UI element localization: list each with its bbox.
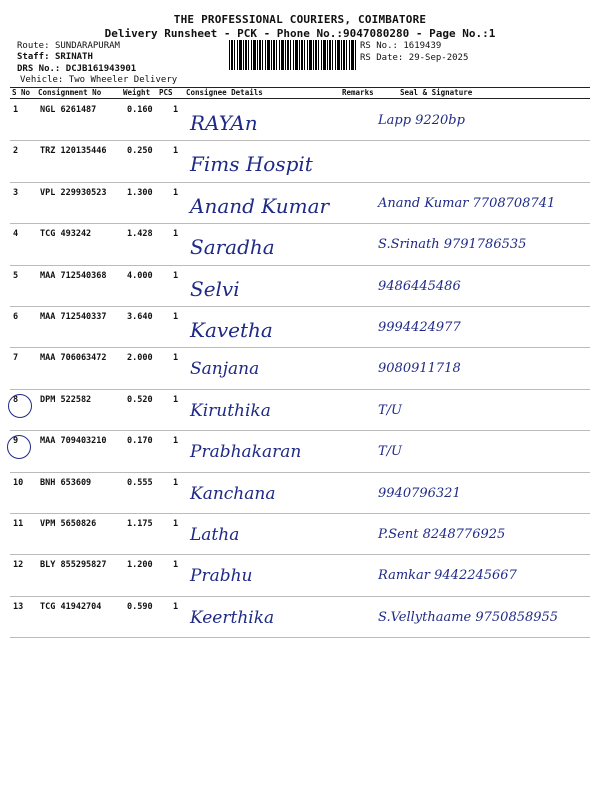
weight-cell: 0.520 [127,394,153,405]
col-weight-header: Weight [123,88,151,97]
pcs-cell: 1 [173,601,179,612]
rs-no-value: 1619439 [403,41,442,51]
consignment-cell: VPL 229930523 [40,187,107,198]
sno-cell: 2 [13,146,19,157]
circle-mark-8 [8,394,32,418]
consignee-handwriting: Kanchana [190,483,276,504]
signature-handwriting: T/U [378,402,403,418]
consignee-handwriting: Kavetha [190,318,273,342]
consignment-cell: MAA 706063472 [40,353,107,364]
route-line [17,41,120,52]
row-divider [10,140,590,141]
consignment-cell: TCG 493242 [40,229,92,240]
barcode [229,40,357,70]
row-divider [10,265,590,266]
weight-cell: 0.555 [127,477,153,488]
pcs-cell: 1 [173,312,179,322]
company-title: THE PROFESSIONAL COURIERS, COIMBATORE [173,13,427,26]
weight-cell: 1.300 [127,187,153,198]
signature-handwriting: 9940796321 [378,485,461,501]
pcs-cell: 1 [173,229,179,240]
row-divider [10,596,590,597]
row-divider [10,554,590,555]
weight-cell: 0.250 [127,146,153,157]
weight-cell: 3.640 [127,312,153,322]
drs-line [17,64,136,75]
drs-value: DCJB161943901 [65,64,137,74]
pcs-cell: 1 [173,146,179,157]
row-divider [10,306,590,307]
signature-handwriting: S.Vellythaame 9750858955 [378,609,559,625]
staff-label: Staff: [17,52,50,62]
sno-cell: 7 [13,353,19,364]
signature-handwriting: 9486445486 [378,278,461,294]
consignment-cell: DPM 522582 [40,394,92,405]
weight-cell: 1.428 [127,229,153,240]
rs-no-line [360,41,441,52]
pcs-cell: 1 [173,270,179,281]
vehicle-label: Vehicle: [20,75,64,85]
signature-handwriting: Lapp 9220bp [378,113,465,128]
consignment-cell: BLY 855295827 [40,560,107,571]
route-label: Route: [17,41,50,51]
consignment-cell: NGL 6261487 [40,105,97,115]
weight-cell: 2.000 [127,353,153,364]
consignment-cell: TCG 41942704 [40,601,102,612]
pcs-cell: 1 [173,105,179,115]
vehicle-line [20,75,177,86]
vehicle-value: Two Wheeler Delivery [68,75,178,85]
row-divider [10,430,590,431]
col-seal-header: Seal & Signature [400,88,473,97]
consignee-handwriting: Keerthika [190,607,275,628]
consignee-handwriting: RAYAn [190,111,258,135]
row-divider [10,347,590,348]
weight-cell: 4.000 [127,270,153,281]
signature-handwriting: T/U [378,444,403,460]
consignee-handwriting: Fims Hospit [190,152,313,177]
row-divider [10,223,590,224]
signature-handwriting: Ramkar 9442245667 [378,568,517,584]
col-pcs-header: PCS [159,88,173,97]
rs-date-label: RS Date: [360,53,404,63]
rs-no-label: RS No.: [360,41,398,51]
consignee-handwriting: Kiruthika [190,400,271,421]
consignment-cell: TRZ 120135446 [40,146,107,157]
circle-mark-9 [7,435,31,459]
sno-cell: 10 [13,477,24,488]
route-value: SUNDARAPURAM [54,41,120,51]
row-divider [10,637,590,638]
consignee-handwriting: Latha [190,525,240,545]
pcs-cell: 1 [173,560,179,571]
staff-line [17,52,93,63]
rs-date-value: 29-Sep-2025 [408,53,469,63]
signature-handwriting: P.Sent 8248776925 [378,527,506,542]
consignment-cell: BNH 653609 [40,477,92,488]
pcs-cell: 1 [173,353,179,364]
signature-handwriting: Anand Kumar 7708708741 [378,195,556,211]
sno-cell: 3 [13,187,19,198]
weight-cell: 1.175 [127,519,153,529]
col-remarks-header: Remarks [342,88,374,97]
consignee-handwriting: Saradha [190,235,275,260]
row-divider [10,513,590,514]
row-divider [10,472,590,473]
consignee-handwriting: Prabhakaran [190,442,302,463]
weight-cell: 0.590 [127,601,153,612]
signature-handwriting: S.Srinath 9791786535 [378,237,527,253]
signature-handwriting: 9080911718 [378,361,461,377]
consignment-cell: MAA 712540337 [40,312,107,322]
col-sno-header: S No [12,88,31,97]
runsheet-subtitle: Delivery Runsheet - PCK - Phone No.:9047080280 - Page No.:1 [104,27,496,40]
header-bottom-rule [10,98,590,99]
sno-cell: 11 [13,519,24,529]
pcs-cell: 1 [173,394,179,405]
rs-date-line [360,53,468,64]
consignee-handwriting: Prabhu [190,566,253,587]
sno-cell: 1 [13,105,19,115]
sno-cell: 8 [13,394,19,405]
sno-cell: 9 [13,436,19,447]
col-consignee-header: Consignee Details [186,88,263,97]
drs-label: DRS No.: [17,64,61,74]
col-consignment-header: Consignment No [38,88,102,97]
consignee-handwriting: Selvi [190,276,240,301]
consignment-cell: MAA 709403210 [40,436,107,447]
pcs-cell: 1 [173,477,179,488]
pcs-cell: 1 [173,436,179,447]
sno-cell: 12 [13,560,24,571]
weight-cell: 0.170 [127,436,153,447]
consignment-cell: VPM 5650826 [40,519,97,529]
sno-cell: 6 [13,312,19,322]
consignment-cell: MAA 712540368 [40,270,107,281]
weight-cell: 1.200 [127,560,153,571]
signature-handwriting: 9994424977 [378,320,461,335]
row-divider [10,389,590,390]
sno-cell: 13 [13,601,24,612]
weight-cell: 0.160 [127,105,153,115]
pcs-cell: 1 [173,187,179,198]
staff-value: SRINATH [54,52,93,62]
sno-cell: 5 [13,270,19,281]
consignee-handwriting: Anand Kumar [190,193,330,218]
pcs-cell: 1 [173,519,179,529]
sno-cell: 4 [13,229,19,240]
consignee-handwriting: Sanjana [190,359,260,380]
row-divider [10,182,590,183]
